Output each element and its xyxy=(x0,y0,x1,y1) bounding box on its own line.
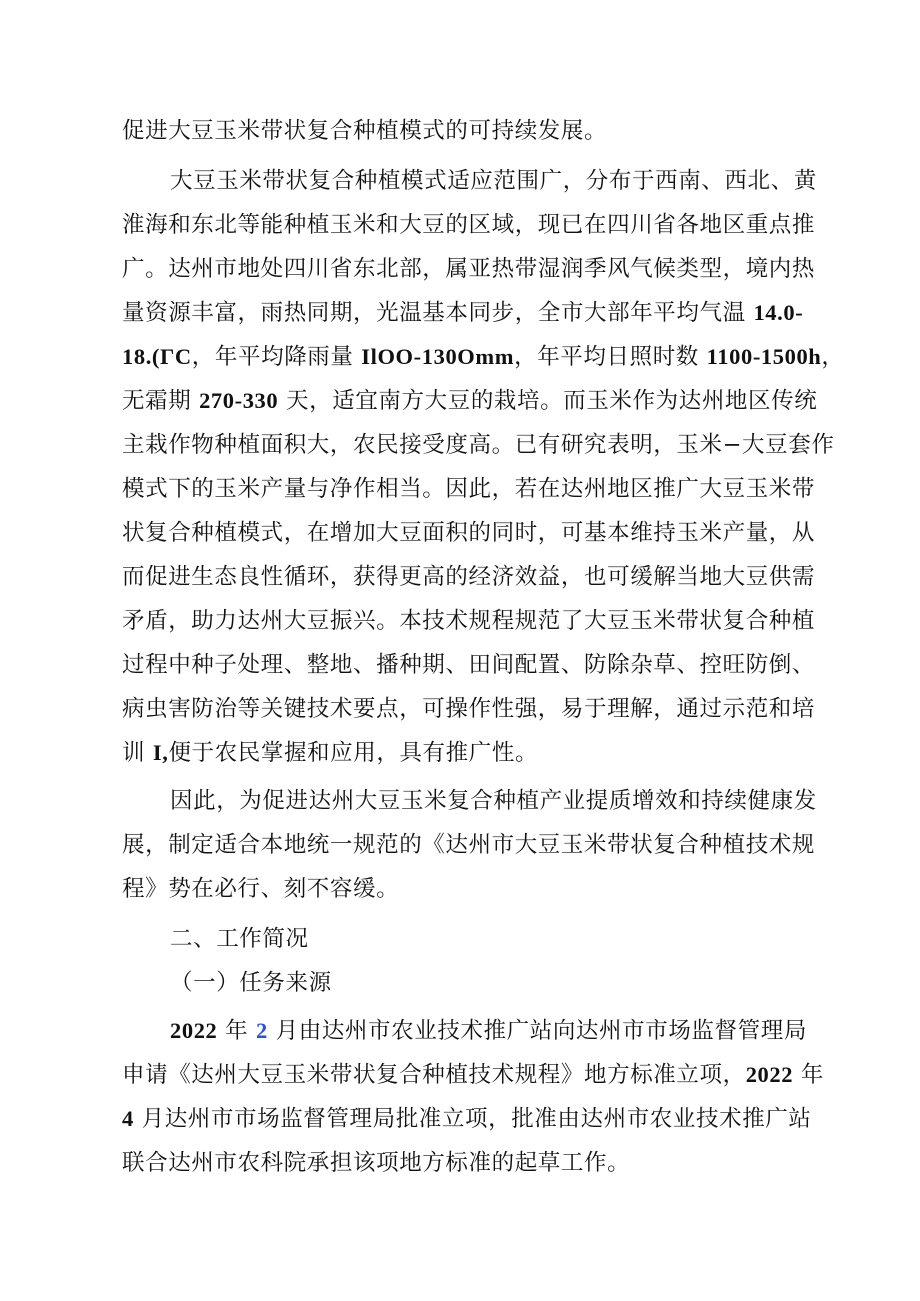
text-span: 月达州市市场监督管理局批准立项，批准由达州市农业技术推广站 xyxy=(133,1106,812,1132)
number-span: 2022 xyxy=(745,1062,794,1087)
text-span: 便于农民掌握和应用，具有推广性。 xyxy=(168,740,539,766)
text-span: 大豆玉米带状复合种植模式适应范围广，分布于西南、西北、黄 xyxy=(170,168,817,194)
text-span: 广。达州市地处四川省东北部，属亚热带湿润季风气候类型，境内热 xyxy=(122,256,816,282)
text-span: 模式下的玉米产量与净作相当。因此，若在达州地区推广大豆玉米带 xyxy=(122,476,816,502)
text-span: 年 xyxy=(217,1018,257,1044)
text-span: 量资源丰富，雨热同期，光温基本同步，全市大部年平均气温 xyxy=(122,300,754,326)
text-span: 联合达州市农科院承担该项地方标准的起草工作。 xyxy=(122,1150,631,1176)
text-span: 月由达州市农业技术推广站向达州市市场监督管理局 xyxy=(267,1018,807,1044)
paragraph-line xyxy=(122,210,815,240)
paragraph-line xyxy=(122,650,815,680)
paragraph-line xyxy=(122,874,399,904)
paragraph-line xyxy=(122,1148,630,1178)
text-span: 而促进生态良性循环，获得更高的经济效益，也可缓解当地大豆供需 xyxy=(122,564,816,590)
text-span: 程》势在必行、刻不容缓。 xyxy=(122,876,400,902)
paragraph-line xyxy=(122,1104,812,1134)
text-span: 状复合种植模式，在增加大豆面积的同时，可基本维持玉米产量，从 xyxy=(122,520,816,546)
text-span: 矛盾，助力达州大豆振兴。本技术规程规范了大豆玉米带状复合种植 xyxy=(122,608,816,634)
text-span: 展，制定适合本地统一规范的《达州市大豆玉米带状复合种植技术规 xyxy=(122,832,816,858)
paragraph-line xyxy=(122,386,817,416)
number-span: 4 xyxy=(122,1106,134,1131)
paragraph-line xyxy=(122,738,538,768)
paragraph-line xyxy=(122,342,845,372)
paragraph-line xyxy=(122,474,815,504)
number-span: 18.(ΓC xyxy=(122,344,192,369)
subsection-heading xyxy=(170,968,332,998)
paragraph-line xyxy=(122,298,803,328)
paragraph-line xyxy=(122,1060,824,1090)
number-span: IlOO-130Omm xyxy=(361,344,515,369)
paragraph-line xyxy=(122,694,815,724)
text-span: ，年平均降雨量 xyxy=(191,344,362,370)
text-span: 天，适宜南方大豆的栽培。而玉米作为达州地区传统 xyxy=(278,388,818,414)
number-span: 1100-1500h xyxy=(706,344,822,369)
paragraph-line xyxy=(122,562,815,592)
text-span: 年 xyxy=(793,1062,824,1088)
paragraph-line xyxy=(122,830,815,860)
text-span: 主栽作物种植面积大，农民接受度高。已有研究表明，玉米−大豆套作 xyxy=(122,432,835,458)
text-span: 申请《达州大豆玉米带状复合种植技术规程》地方标准立项， xyxy=(122,1062,746,1088)
heading-text: 二、工作简况 xyxy=(170,926,309,952)
number-span: 2 xyxy=(256,1018,268,1043)
text-span: 病虫害防治等关键技术要点，可操作性强，易于理解，通过示范和培 xyxy=(122,696,816,722)
text-span: 训 xyxy=(122,740,153,766)
number-span: 2022 xyxy=(170,1018,218,1043)
text-span: 因此，为促进达州大豆玉米复合种植产业提质增效和持续健康发 xyxy=(170,788,817,814)
paragraph-line xyxy=(122,606,815,636)
number-span: 14.0- xyxy=(753,300,804,325)
text-span: ， xyxy=(821,344,845,370)
paragraph-line xyxy=(122,518,815,548)
text-span: 淮海和东北等能种植玉米和大豆的区域，现已在四川省各地区重点推 xyxy=(122,212,816,238)
text-span: 无霜期 xyxy=(122,388,200,414)
text-span: ，年平均日照时数 xyxy=(514,344,707,370)
paragraph-line xyxy=(170,786,817,816)
section-heading xyxy=(170,924,309,954)
heading-text: （一）任务来源 xyxy=(170,970,332,996)
paragraph-line xyxy=(170,166,817,196)
number-span: 270-330 xyxy=(199,388,279,413)
paragraph-line xyxy=(122,430,834,460)
text-span: 过程中种子处理、整地、播种期、田间配置、防除杂草、控旺防倒、 xyxy=(122,652,816,678)
paragraph-line xyxy=(122,254,815,284)
text-span: 促进大豆玉米带状复合种植模式的可持续发展。 xyxy=(122,118,608,144)
number-span: I, xyxy=(152,740,169,765)
paragraph-line xyxy=(170,1016,807,1046)
paragraph-line xyxy=(122,116,607,146)
